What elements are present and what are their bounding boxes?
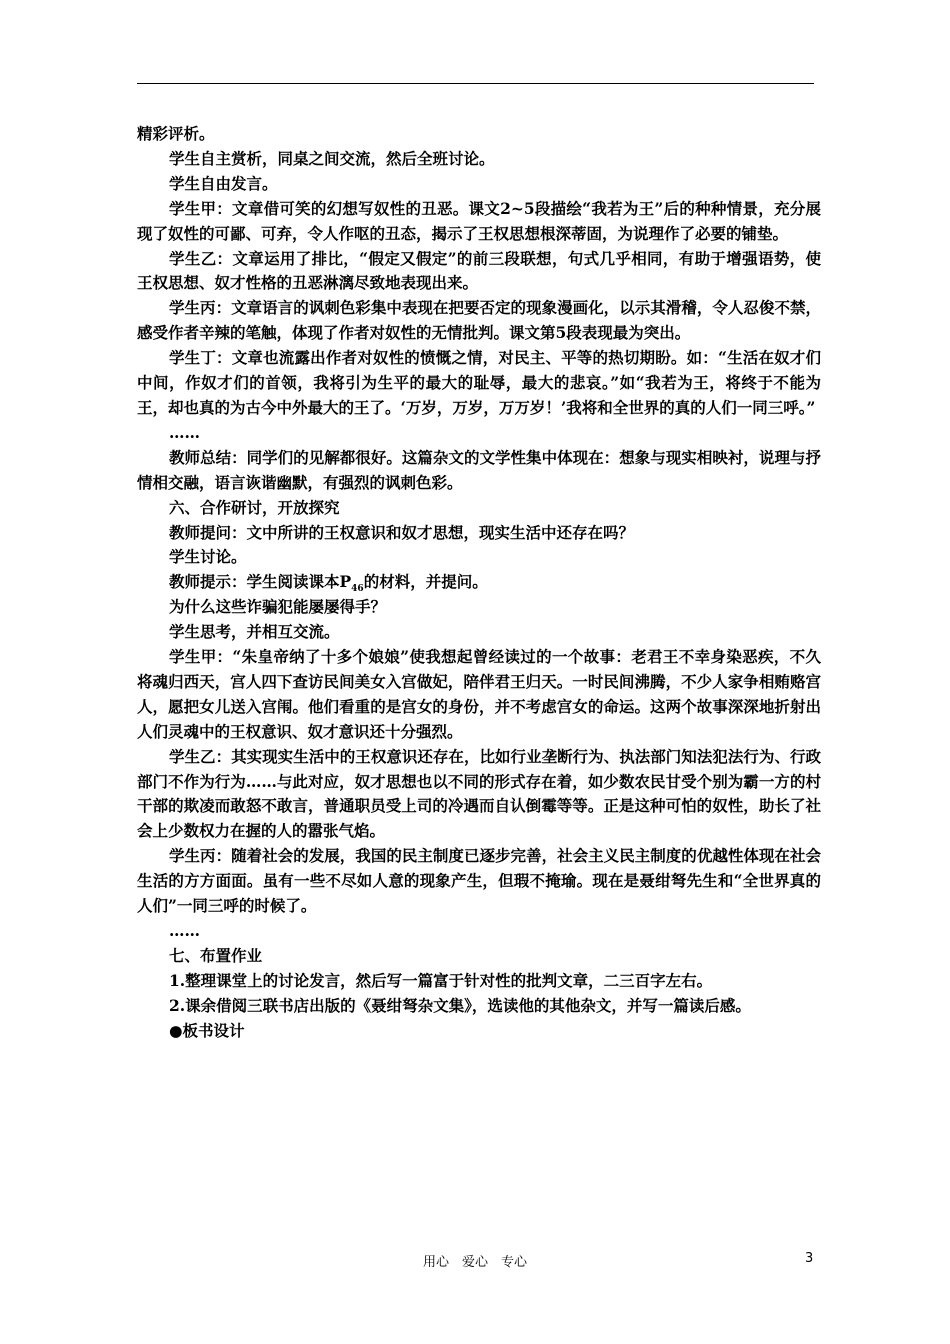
page-number: 3 <box>805 1251 814 1266</box>
paragraph: 学生甲：“朱皇帝纳了十多个娘娘”使我想起曾经读过的一个故事：老君王不幸身染恶疾，不久将魂归西天，宫人四下查访民间美女入宫做妃，陪伴君王归天。一时民间沸腾，不少人家争相贿赂宫人，愿把女儿送入宫闱。他们看重的是宫女的身份，并不考虑宫女的命运。这两个故事深深地折射出人们灵魂中的王权意识、奴才意识还十分强烈。 <box>137 647 821 741</box>
paragraph: 七、布置作业 <box>169 945 263 965</box>
paragraph: 学生丙：文章语言的讽刺色彩集中表现在把要否定的现象漫画化，以示其滑稽，令人忍俊不禁，感受作者辛辣的笔触，体现了作者对奴性的无情批判。课文第5段表现最为突出。 <box>137 298 821 343</box>
footer-motto: 用心 爱心 专心 <box>422 1255 527 1270</box>
paragraph: …… <box>169 422 200 442</box>
paragraph: 六、合作研讨，开放探究 <box>169 497 340 517</box>
header-rule <box>137 83 814 84</box>
document-body <box>137 122 821 1044</box>
paragraph-group-2 <box>137 595 821 1043</box>
paragraph: 学生丁：文章也流露出作者对奴性的愤慨之情，对民主、平等的热切期盼。如：“生活在奴才们中间，作奴才们的首领，我将引为生平的最大的耻辱，最大的悲哀。”如“我若为王，将终于不能为王，却也真的为古今中外最大的王了。‘万岁，万岁，万万岁！’我将和全世界的真的人们一同三呼。” <box>137 348 821 417</box>
paragraph: 教师总结：同学们的见解都很好。这篇杂文的文学性集中体现在：想象与现实相映衬，说理与抒情相交融，语言诙谐幽默，有强烈的讽刺色彩。 <box>137 447 821 492</box>
paragraph: 学生自主赏析，同桌之间交流，然后全班讨论。 <box>169 148 495 168</box>
paragraph: 教师提问：文中所讲的王权意识和奴才思想，现实生活中还存在吗？ <box>169 522 635 542</box>
paragraph: 2.课余借阅三联书店出版的《聂绀弩杂文集》，选读他的其他杂文，并写一篇读后感。 <box>169 995 751 1015</box>
paragraph-group-1 <box>137 122 821 570</box>
paragraph: …… <box>169 921 200 940</box>
paragraph: 为什么这些诈骗犯能屡屡得手？ <box>169 597 387 617</box>
paragraph: 学生思考，并相互交流。 <box>169 622 340 642</box>
teacher-hint-after: 的材料，并提问。 <box>363 572 488 592</box>
paragraph: 学生自由发言。 <box>169 173 278 193</box>
paragraph: 学生丙：随着社会的发展，我国的民主制度已逐步完善，社会主义民主制度的优越性体现在社会生活的方方面面。虽有一些不尽如人意的现象产生，但瑕不掩瑜。现在是聂绀弩先生和“全世界真的人们”一同三呼的时候了。 <box>137 846 821 916</box>
paragraph: 学生甲：文章借可笑的幻想写奴性的丑恶。课文2~5段描绘“我若为王”后的种种情景，充分展现了奴性的可鄙、可弃，令人作呕的丑态，揭示了王权思想根深蒂固，为说理作了必要的铺垫。 <box>137 198 821 243</box>
teacher-hint-before: 教师提示：学生阅读课本P <box>169 572 352 592</box>
paragraph: 精彩评析。 <box>137 124 215 143</box>
paragraph: 学生讨论。 <box>169 547 247 567</box>
teacher-hint-page-subscript: 46 <box>351 584 364 595</box>
paragraph: 学生乙：文章运用了排比，“假定又假定”的前三段联想，句式几乎相同，有助于增强语势，使王权思想、奴才性格的丑恶淋漓尽致地表现出来。 <box>137 248 821 293</box>
paragraph: 学生乙：其实现实生活中的王权意识还存在，比如行业垄断行为、执法部门知法犯法行为、行政部门不作为行为……与此对应，奴才思想也以不同的形式存在着，如少数农民甘受个别为霸一方的村干部的欺凌而敢怒不敢言，普通职员受上司的冷遇而自认倒霉等等。正是这种可怕的奴性，助长了社会上少数权力在握的人的嚣张气焰。 <box>137 746 821 841</box>
paragraph: ●板书设计 <box>169 1020 245 1040</box>
teacher-hint-paragraph <box>137 570 821 595</box>
paragraph: 1.整理课堂上的讨论发言，然后写一篇富于针对性的批判文章，二三百字左右。 <box>169 970 713 990</box>
